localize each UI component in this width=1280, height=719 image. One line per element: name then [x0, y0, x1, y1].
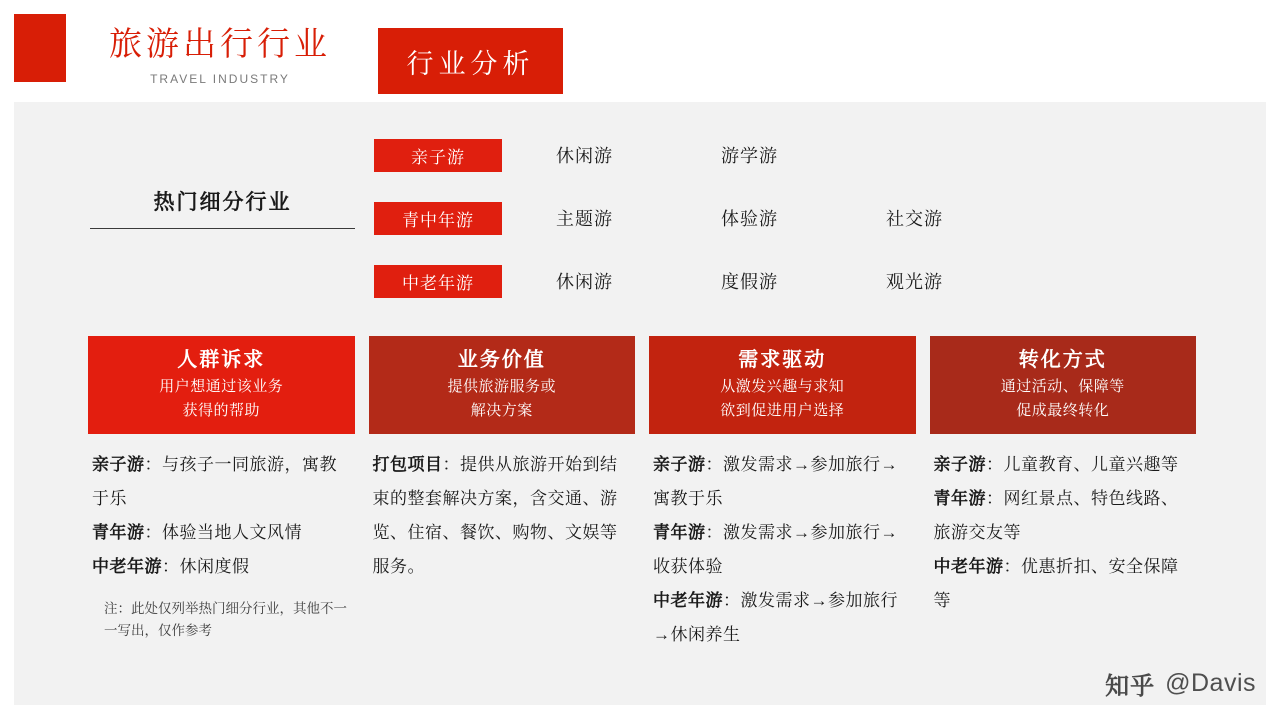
- segment-item: 主题游: [556, 209, 613, 229]
- column-subtitle-line2: 促成最终转化: [1016, 402, 1110, 419]
- frame-edge-top: [0, 0, 1280, 14]
- segment-items: [502, 268, 1074, 294]
- entry: [653, 448, 912, 516]
- column-subtitle-line1: 提供旅游服务或: [447, 378, 556, 395]
- segment-row: [374, 250, 1074, 312]
- column-body: [930, 434, 1197, 618]
- column-title: 业务价值: [457, 349, 546, 371]
- column-subtitle-line1: 从激发兴趣与求知: [720, 378, 845, 395]
- watermark: [1105, 666, 1256, 701]
- column-header: [649, 336, 916, 434]
- entry-term: 打包项目: [372, 455, 443, 474]
- segment-items: [502, 205, 1074, 231]
- segment-item: 游学游: [721, 146, 778, 166]
- page-title-cn: 旅游出行行业: [109, 25, 331, 62]
- column-header: [88, 336, 355, 434]
- column-subtitle-line2: 解决方案: [470, 402, 533, 419]
- entry-sep: ：: [705, 455, 723, 474]
- segment-chip-senior[interactable]: 中老年游: [374, 265, 502, 298]
- section-tab-label: 行业分析: [406, 48, 535, 79]
- column-body: [369, 434, 636, 584]
- entry-sep: ：: [144, 523, 162, 542]
- entry-desc: 激发需求→参加旅行→休闲养生: [653, 591, 898, 644]
- frame-edge-bottom: [0, 705, 1280, 719]
- entry-desc: 激发需求→参加旅行→收获体验: [653, 523, 898, 576]
- entry-sep: ：: [986, 455, 1004, 474]
- column-subtitle-line2: 欲到促进用户选择: [720, 402, 845, 419]
- entry-sep: ：: [162, 557, 180, 576]
- entry-term: 中老年游: [653, 591, 723, 610]
- entry-term: 青年游: [653, 523, 706, 542]
- hot-segments-underline: [90, 228, 355, 229]
- watermark-username: @Davis: [1165, 669, 1256, 697]
- column-title: 需求驱动: [738, 349, 827, 371]
- column-title: 人群诉求: [177, 349, 266, 371]
- column-header: [369, 336, 636, 434]
- footnote: 注：此处仅列举热门细分行业，其他不一一写出，仅作参考: [104, 601, 347, 638]
- segment-item: 社交游: [886, 209, 943, 229]
- entry-sep: ：: [1003, 557, 1021, 576]
- entry: [934, 482, 1193, 550]
- segment-chip-parent-child[interactable]: 亲子游: [374, 139, 502, 172]
- entry: [92, 516, 351, 550]
- entry-desc: 体验当地人文风情: [162, 523, 302, 542]
- entry-sep: ：: [986, 489, 1004, 508]
- segment-item: 度假游: [721, 272, 778, 292]
- entry-term: 青年游: [92, 523, 145, 542]
- entry-desc: 优惠折扣、安全保障等: [933, 557, 1179, 610]
- entry: [92, 448, 351, 516]
- column-group: [88, 336, 1196, 652]
- entry: [373, 448, 632, 584]
- column-subtitle-line2: 获得的帮助: [182, 402, 260, 419]
- entry-sep: ：: [442, 455, 460, 474]
- section-tab: [378, 28, 563, 94]
- entry-sep: ：: [705, 523, 723, 542]
- column-business-value: [369, 336, 636, 652]
- segment-item: 观光游: [886, 272, 943, 292]
- entry-desc: 激发需求→参加旅行→寓教于乐: [653, 455, 898, 508]
- entry-desc: 儿童教育、儿童兴趣等: [1003, 455, 1179, 474]
- entry-desc: 网红景点、特色线路、旅游交友等: [933, 489, 1179, 542]
- entry-term: 中老年游: [92, 557, 162, 576]
- column-demand-drivers: [649, 336, 916, 652]
- segment-row: [374, 187, 1074, 249]
- segment-chip-young-middle[interactable]: 青中年游: [374, 202, 502, 235]
- column-subtitle-line1: 用户想通过该业务: [159, 378, 284, 395]
- column-title: 转化方式: [1018, 349, 1107, 371]
- entry: [653, 516, 912, 584]
- segment-item: 休闲游: [556, 272, 613, 292]
- segment-row: [374, 124, 1074, 186]
- entry-term: 亲子游: [653, 455, 706, 474]
- page-title-en: TRAVEL INDUSTRY: [150, 72, 290, 86]
- column-subtitle-line1: 通过活动、保障等: [1000, 378, 1125, 395]
- header-accent-block: [14, 14, 66, 82]
- column-conversion-methods: [930, 336, 1197, 652]
- zhihu-logo: 知乎: [1105, 673, 1156, 700]
- segment-item: 体验游: [721, 209, 778, 229]
- column-audience-needs: [88, 336, 355, 652]
- segment-grid: [374, 124, 1074, 313]
- frame-edge-left: [0, 0, 14, 719]
- segment-item: 休闲游: [556, 146, 613, 166]
- entry-term: 中老年游: [933, 557, 1004, 576]
- entry-term: 亲子游: [933, 455, 986, 474]
- entry-desc: 提供从旅游开始到结束的整套解决方案，含交通、游览、住宿、餐饮、购物、文娱等服务。: [372, 455, 618, 576]
- page-title: [70, 22, 370, 86]
- column-body: [88, 434, 355, 642]
- entry-desc: 休闲度假: [179, 557, 250, 576]
- entry-term: 亲子游: [92, 455, 145, 474]
- entry-term: 青年游: [933, 489, 986, 508]
- column-body: [649, 434, 916, 652]
- hot-segments-label-text: 热门细分行业: [153, 191, 292, 214]
- segment-items: [502, 142, 1074, 168]
- entry: [653, 584, 912, 652]
- entry: [934, 550, 1193, 618]
- entry: [934, 448, 1193, 482]
- entry: [92, 550, 351, 584]
- entry-sep: ：: [144, 455, 162, 474]
- entry-desc: 与孩子一同旅游，寓教于乐: [92, 455, 337, 508]
- column-header: [930, 336, 1197, 434]
- entry-sep: ：: [723, 591, 741, 610]
- hot-segments-label: [90, 186, 355, 229]
- frame-edge-right: [1266, 0, 1280, 719]
- segment-item: [832, 142, 997, 168]
